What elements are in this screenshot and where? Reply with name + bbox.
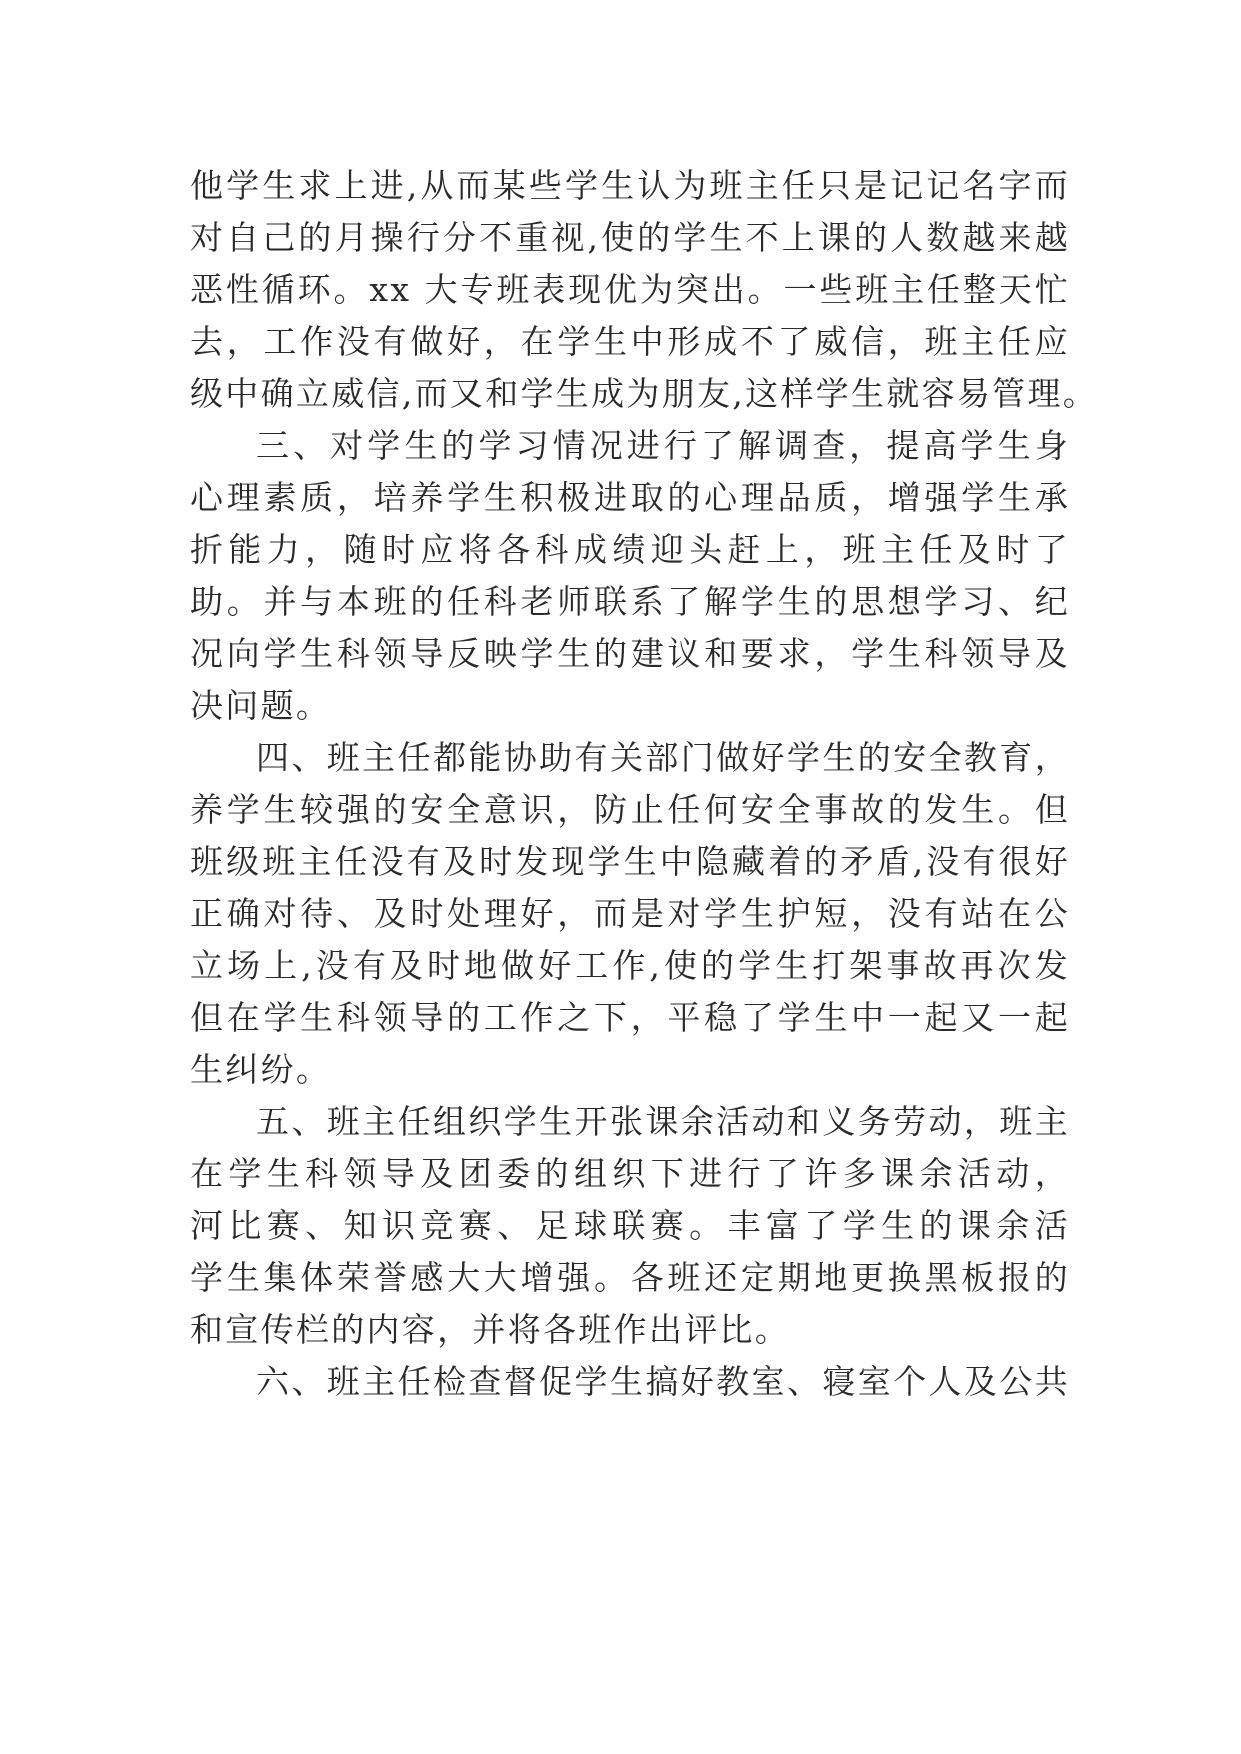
text-line: 班级班主任没有及时发现学生中隐藏着的矛盾,没有很好 <box>190 842 1070 881</box>
text-line: 决问题。 <box>190 686 332 725</box>
text-line: 对自己的月操行分不重视,使的学生不上课的人数越来越 <box>190 218 1070 257</box>
text-line: 养学生较强的安全意识，防止任何安全事故的发生。但 <box>190 790 1070 829</box>
text-line: 生纠纷。 <box>190 1050 332 1089</box>
text-line: 立场上,没有及时地做好工作,使的学生打架事故再次发 <box>190 946 1070 985</box>
text-line: 四、班主任都能协助有关部门做好学生的安全教育， <box>256 738 1070 777</box>
text-line: 心理素质，培养学生积极进取的心理品质，增强学生承 <box>190 478 1070 517</box>
text-line: 级中确立威信,而又和学生成为朋友,这样学生就容易管理。 <box>190 374 1099 413</box>
text-line: 但在学生科领导的工作之下，平稳了学生中一起又一起 <box>190 998 1070 1037</box>
text-line: 在学生科领导及团委的组织下进行了许多课余活动， <box>190 1154 1070 1193</box>
document-body <box>190 160 1099 1408</box>
text-line: 六、班主任检查督促学生搞好教室、寝室个人及公共 <box>256 1362 1070 1401</box>
text-line: 和宣传栏的内容，并将各班作出评比。 <box>190 1310 791 1349</box>
text-line: 恶性循环。xx 大专班表现优为突出。一些班主任整天忙 <box>190 270 1070 309</box>
text-line: 正确对待、及时处理好，而是对学生护短，没有站在公 <box>190 894 1070 933</box>
text-line: 河比赛、知识竞赛、足球联赛。丰富了学生的课余活 <box>190 1206 1070 1245</box>
text-line: 助。并与本班的任科老师联系了解学生的思想学习、纪 <box>190 582 1070 621</box>
text-line: 学生集体荣誉感大大增强。各班还定期地更换黑板报的 <box>190 1258 1070 1297</box>
text-line: 去，工作没有做好，在学生中形成不了威信，班主任应 <box>190 322 1070 361</box>
text-line: 折能力，随时应将各科成绩迎头赶上，班主任及时了 <box>190 530 1070 569</box>
text-line: 五、班主任组织学生开张课余活动和义务劳动，班主 <box>256 1102 1070 1141</box>
text-line: 他学生求上进,从而某些学生认为班主任只是记记名字而 <box>190 166 1070 205</box>
text-line: 三、对学生的学习情况进行了解调查，提高学生身 <box>256 426 1070 465</box>
text-line: 况向学生科领导反映学生的建议和要求，学生科领导及 <box>190 634 1070 673</box>
